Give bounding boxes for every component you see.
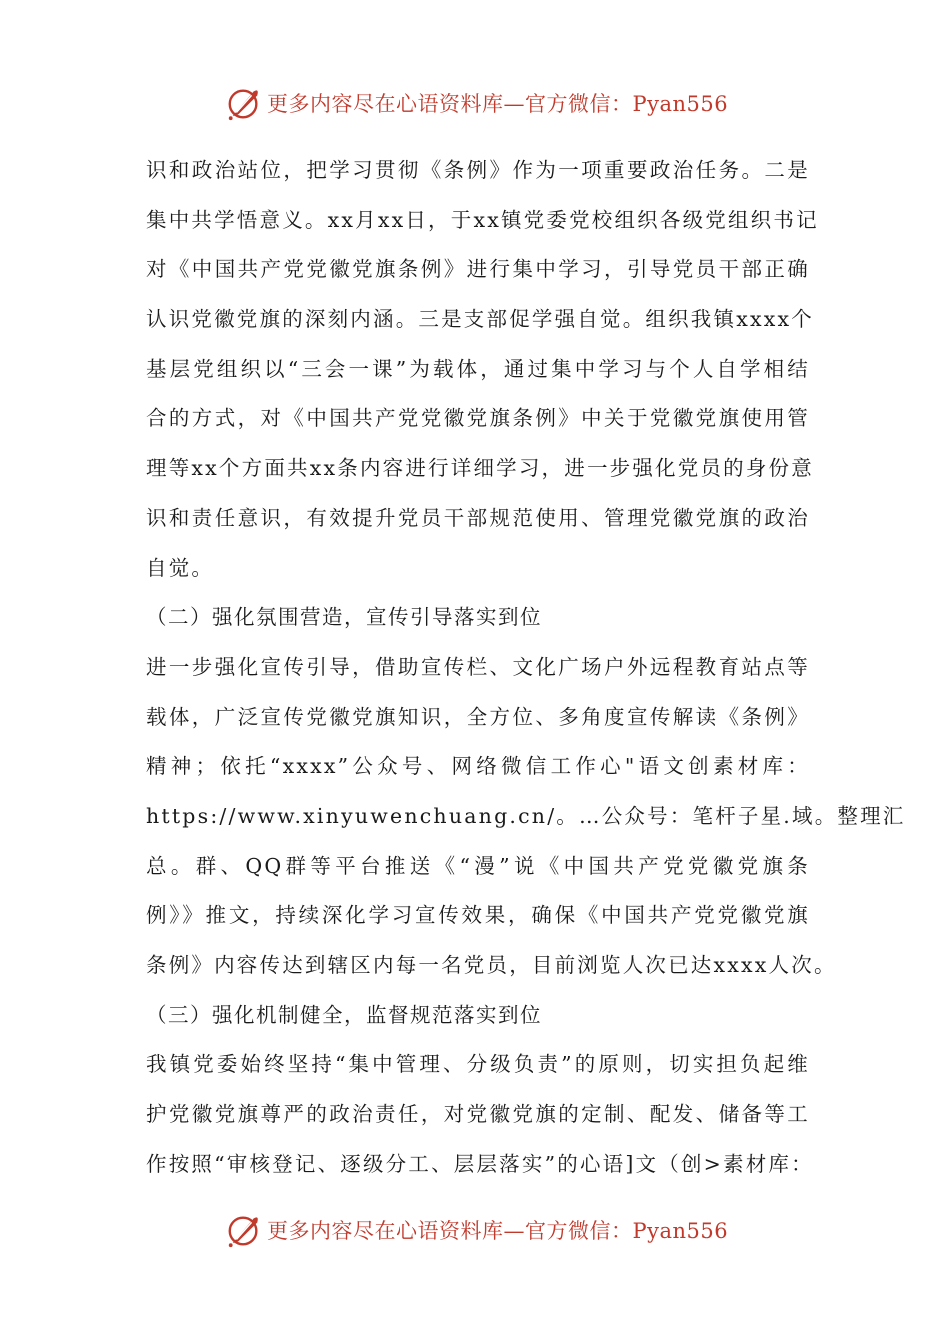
paragraph-line: 我镇党委始终坚持“集中管理、分级负责”的原则，切实担负起维: [146, 1052, 810, 1077]
watermark-banner-top: [225, 83, 745, 123]
paragraph-line: 精神；依托“xxxx”公众号、网络微信工作心"语文创素材库：: [146, 754, 810, 779]
paragraph-line: https://www.xinyuwenchuang.cn/。…公众号：笔杆子星.域。整理汇: [146, 803, 906, 828]
watermark-text: 更多内容尽在心语资料库—官方微信：Pyan556: [267, 92, 729, 116]
paragraph-line: 识和政治站位，把学习贯彻《条例》作为一项重要政治任务。二是: [146, 158, 810, 182]
paragraph-line: 合的方式，对《中国共产党党徽党旗条例》中关于党徽党旗使用管: [146, 406, 810, 431]
document-body: [146, 146, 906, 1189]
section-heading: （二）强化氛围营造，宣传引导落实到位: [146, 605, 542, 630]
paragraph-line: 作按照“审核登记、逐级分工、层层落实”的心语]文（创>素材库：: [146, 1151, 814, 1176]
paragraph-line: 总。群、QQ群等平台推送《“漫”说《中国共产党党徽党旗条: [146, 853, 810, 878]
paragraph-line: 对《中国共产党党徽党旗条例》进行集中学习，引导党员干部正确: [146, 257, 810, 282]
paragraph-line: 护党徽党旗尊严的政治责任，对党徽党旗的定制、配发、储备等工: [146, 1102, 810, 1127]
watermark-text: 更多内容尽在心语资料库—官方微信：Pyan556: [267, 1219, 729, 1243]
paragraph-line: 集中共学悟意义。xx月xx日，于xx镇党委党校组织各级党组织书记: [146, 207, 819, 232]
section-heading: （三）强化机制健全，监督规范落实到位: [146, 1002, 542, 1027]
paragraph-line: 例》》推文，持续深化学习宣传效果，确保《中国共产党党徽党旗: [146, 903, 810, 928]
watermark-banner-bottom: [225, 1210, 745, 1250]
quill-in-circle-icon: [225, 84, 263, 122]
paragraph-line: 条例》内容传达到辖区内每一名党员，目前浏览人次已达xxxx人次。: [146, 953, 837, 977]
paragraph-line: 认识党徽党旗的深刻内涵。三是支部促学强自觉。组织我镇xxxx个: [146, 307, 814, 332]
paragraph-line: 载体，广泛宣传党徽党旗知识，全方位、多角度宣传解读《条例》: [146, 704, 810, 729]
paragraph-line: 自觉。: [146, 555, 215, 580]
paragraph-line: 识和责任意识，有效提升党员干部规范使用、管理党徽党旗的政治: [146, 505, 810, 530]
quill-in-circle-icon: [225, 1211, 263, 1249]
paragraph-line: 基层党组织以“三会一课”为载体，通过集中学习与个人自学相结: [146, 356, 810, 381]
paragraph-line: 进一步强化宣传引导，借助宣传栏、文化广场户外远程教育站点等: [146, 654, 810, 679]
paragraph-line: 理等xx个方面共xx条内容进行详细学习，进一步强化党员的身份意: [146, 456, 814, 481]
